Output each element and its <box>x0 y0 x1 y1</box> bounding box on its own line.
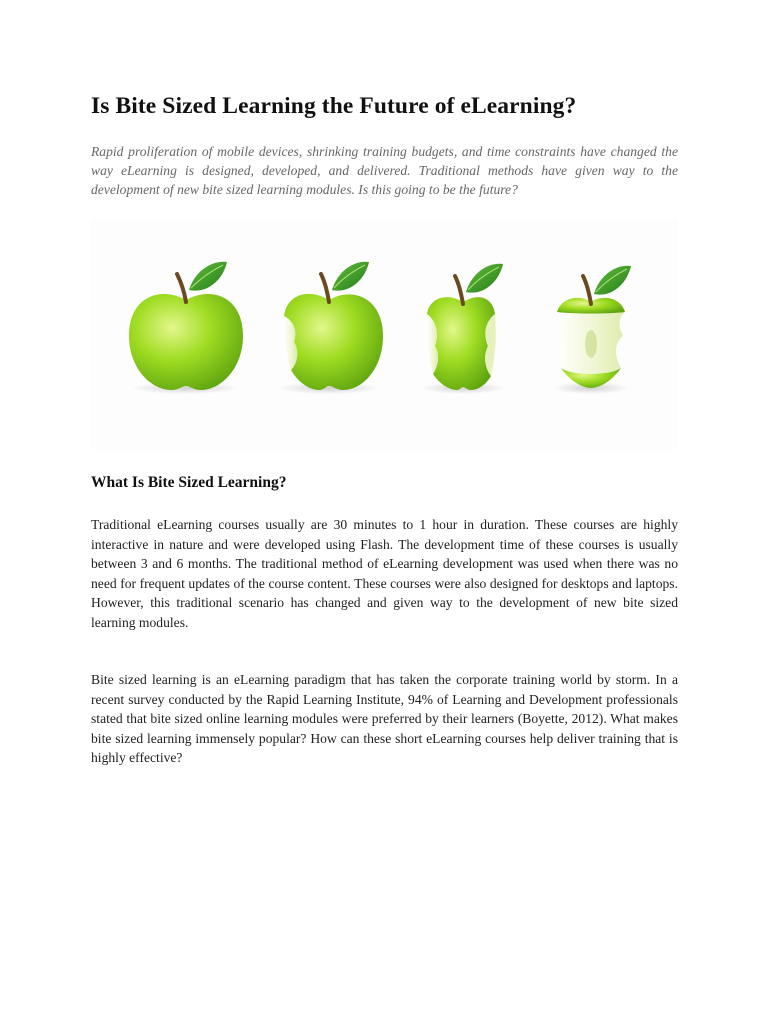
one-bite-apple <box>279 262 383 394</box>
article-title: Is Bite Sized Learning the Future of eLearning? <box>91 93 577 119</box>
apple-core <box>553 266 631 394</box>
bitten-apples-image <box>91 218 678 450</box>
article-intro: Rapid proliferation of mobile devices, shrinking training budgets, and time constraints have changed the way eLearning is designed, developed, and delivered. Traditional methods have given way to the development of new bite sized learning modules. Is this going to be the future? <box>91 144 678 197</box>
apples-illustration <box>91 218 678 450</box>
whole-apple <box>129 262 243 394</box>
body-paragraph: Traditional eLearning courses usually are 30 minutes to 1 hour in duration. These courses are highly interactive in nature and were developed using Flash. The development time of these courses is usually between 3 and 6 months. The traditional method of eLearning development was used when there was no need for frequent updates of the course content. These courses were also designed for desktops and laptops. However, this traditional scenario has changed and given way to the development of new bite sized learning modules. <box>91 517 678 630</box>
body-paragraph: Bite sized learning is an eLearning paradigm that has taken the corporate training world by storm. In a recent survey conducted by the Rapid Learning Institute, 94% of Learning and Development professionals stated that bite sized online learning modules were preferred by their learners (Boyette, 2012). What makes bite sized learning immensely popular? How can these short eLearning courses help deliver training that is highly effective? <box>91 672 678 766</box>
section-heading: What Is Bite Sized Learning? <box>91 474 287 491</box>
two-bite-apple <box>421 264 505 394</box>
